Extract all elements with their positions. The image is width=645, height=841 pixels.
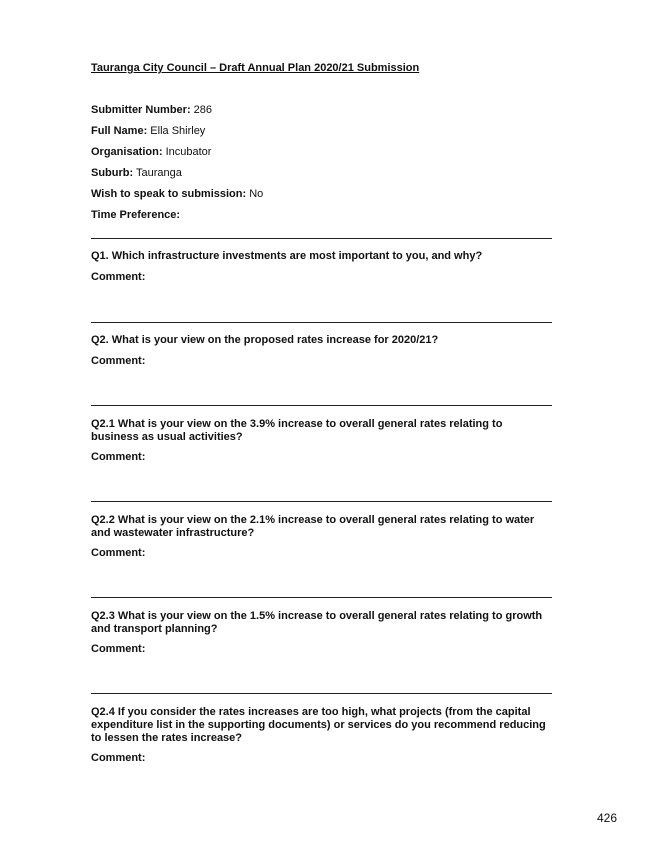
field-value: No [246,188,264,200]
full-name-field [91,125,205,137]
question-q1: Q1. Which infrastructure investments are most important to you, and why? [91,250,483,262]
suburb-field [91,167,182,179]
comment-label-q2-4: Comment: [91,752,146,764]
question-q2-4: Q2.4 If you consider the rates increases are too high, what projects (from the capital expenditure list in the supporting documents) or services do you recommend reducing to lessen the rates increase? [91,706,546,744]
comment-label-q2-3: Comment: [91,643,146,655]
question-q2-1: Q2.1 What is your view on the 3.9% increase to overall general rates relating to business as usual activities? [91,418,503,443]
page-number: 426 [597,811,618,825]
comment-label-q2: Comment: [91,355,146,367]
section-divider [91,322,552,323]
section-divider [91,501,552,502]
field-label: Submitter Number: [91,104,191,116]
section-divider [91,405,552,406]
field-label: Wish to speak to submission: [91,188,247,200]
field-value: 286 [190,104,213,116]
organisation-field [91,146,211,158]
field-value: Ella Shirley [147,125,206,137]
question-q2-2: Q2.2 What is your view on the 2.1% increase to overall general rates relating to water and wastewater infrastructure? [91,514,535,539]
field-value: Incubator [162,146,212,158]
field-label: Time Preference: [91,209,181,221]
question-q2: Q2. What is your view on the proposed rates increase for 2020/21? [91,334,439,346]
time-preference-field [91,209,180,221]
comment-label-q2-2: Comment: [91,547,146,559]
wish-to-speak-field [91,188,263,200]
field-label: Full Name: [91,125,148,137]
comment-label-q2-1: Comment: [91,451,146,463]
section-divider [91,693,552,694]
section-divider [91,597,552,598]
question-q2-3: Q2.3 What is your view on the 1.5% increase to overall general rates relating to growth and transport planning? [91,610,543,635]
document-title: Tauranga City Council – Draft Annual Plan 2020/21 Submission [91,62,420,74]
comment-label-q1: Comment: [91,271,146,283]
submitter-number-field [91,104,212,116]
field-label: Organisation: [91,146,163,158]
section-divider [91,238,552,239]
field-value: Tauranga [133,167,182,179]
field-label: Suburb: [91,167,134,179]
